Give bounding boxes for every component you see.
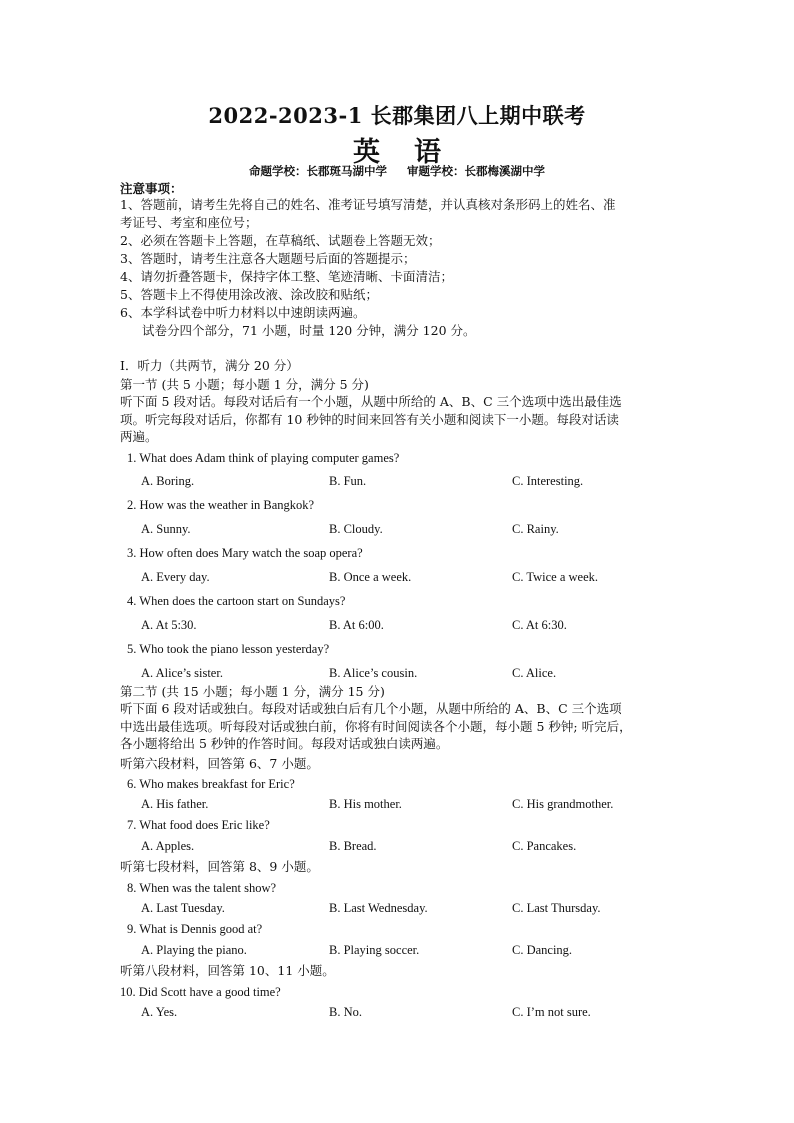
setter-school: 命题学校：长郡斑马湖中学 bbox=[248, 164, 387, 178]
option-b: B. Fun. bbox=[329, 474, 367, 488]
question-4: 4. When does the cartoon start on Sundays? bbox=[127, 594, 346, 608]
section2-desc: 中选出最佳选项。听每段对话或独白前，你将有时间阅读各个小题，每小题 5 秒钟; 听完后， bbox=[120, 719, 632, 734]
option-c: C. At 6:30. bbox=[512, 618, 567, 632]
option-a: A. Last Tuesday. bbox=[141, 901, 225, 915]
option-c: C. Dancing. bbox=[512, 943, 573, 957]
section2-desc: 听下面 6 段对话或独白。每段对话或独白后有几个小题，从题中所给的 A、B、C 三个选项 bbox=[120, 701, 622, 716]
notice-item: 试卷分四个部分，71 小题，时量 120 分钟，满分 120 分。 bbox=[142, 323, 476, 338]
option-b: B. At 6:00. bbox=[329, 618, 384, 632]
option-a: A. Yes. bbox=[141, 1005, 178, 1019]
option-a: A. Sunny. bbox=[141, 522, 191, 536]
material-heading: 听第六段材料，回答第 6、7 小题。 bbox=[120, 756, 319, 771]
option-c: C. Pancakes. bbox=[512, 839, 577, 853]
material-heading: 听第七段材料，回答第 8、9 小题。 bbox=[120, 859, 319, 874]
notice-item: 6、本学科试卷中听力材料以中速朗读两遍。 bbox=[120, 305, 366, 320]
question-6: 6. Who makes breakfast for Eric? bbox=[127, 777, 295, 791]
option-b: B. Alice’s cousin. bbox=[329, 666, 418, 680]
notice-item: 考证号、考室和座位号； bbox=[120, 215, 258, 230]
option-c: C. Last Thursday. bbox=[512, 901, 601, 915]
notice-item: 4、请勿折叠答题卡，保持字体工整、笔迹清晰、卡面清洁； bbox=[120, 269, 453, 284]
question-5: 5. Who took the piano lesson yesterday? bbox=[127, 642, 330, 656]
subject-title: 英语 bbox=[353, 137, 475, 168]
option-c: C. Twice a week. bbox=[512, 570, 599, 584]
option-c: C. I’m not sure. bbox=[512, 1005, 591, 1019]
exam-title: 2022-2023-1 长郡集团八上期中联考 bbox=[208, 103, 586, 128]
option-a: A. Playing the piano. bbox=[141, 943, 247, 957]
option-a: A. Boring. bbox=[141, 474, 195, 488]
option-b: B. Bread. bbox=[329, 839, 377, 853]
option-a: A. Every day. bbox=[141, 570, 210, 584]
section1-title: 第一节 (共 5 小题；每小题 1 分，满分 5 分) bbox=[120, 377, 369, 392]
option-b: B. Once a week. bbox=[329, 570, 412, 584]
option-c: C. Alice. bbox=[512, 666, 557, 680]
section2-title: 第二节 (共 15 小题；每小题 1 分，满分 15 分) bbox=[120, 684, 385, 699]
notice-item: 1、答题前，请考生先将自己的姓名、准考证号填写清楚，并认真核对条形码上的姓名、准 bbox=[120, 197, 616, 212]
option-b: B. His mother. bbox=[329, 797, 402, 811]
notice-heading: 注意事项： bbox=[120, 181, 183, 196]
question-8: 8. When was the talent show? bbox=[127, 881, 277, 895]
question-9: 9. What is Dennis good at? bbox=[127, 922, 263, 936]
reviewer-school: 审题学校：长郡梅溪湖中学 bbox=[407, 164, 545, 178]
option-c: C. Interesting. bbox=[512, 474, 584, 488]
section1-desc: 听下面 5 段对话。每段对话后有一个小题，从题中所给的 A、B、C 三个选项中选出最佳选 bbox=[120, 394, 622, 409]
question-1: 1. What does Adam think of playing computer games? bbox=[127, 451, 400, 465]
option-a: A. At 5:30. bbox=[141, 618, 197, 632]
option-c: C. His grandmother. bbox=[512, 797, 614, 811]
material-heading: 听第八段材料，回答第 10、11 小题。 bbox=[120, 963, 335, 978]
option-b: B. Cloudy. bbox=[329, 522, 383, 536]
option-a: A. Apples. bbox=[141, 839, 195, 853]
option-b: B. Last Wednesday. bbox=[329, 901, 428, 915]
option-b: B. No. bbox=[329, 1005, 362, 1019]
notice-item: 2、必须在答题卡上答题，在草稿纸、试题卷上答题无效； bbox=[120, 233, 441, 248]
question-2: 2. How was the weather in Bangkok? bbox=[127, 498, 315, 512]
school-info bbox=[0, 163, 794, 179]
option-c: C. Rainy. bbox=[512, 522, 559, 536]
section2-desc: 各小题将给出 5 秒钟的作答时间。每段对话或独白读两遍。 bbox=[120, 736, 449, 751]
option-a: A. His father. bbox=[141, 797, 209, 811]
option-a: A. Alice’s sister. bbox=[141, 666, 223, 680]
section1-desc: 两遍。 bbox=[120, 429, 158, 444]
question-3: 3. How often does Mary watch the soap opera? bbox=[127, 546, 363, 560]
option-b: B. Playing soccer. bbox=[329, 943, 420, 957]
question-10: 10. Did Scott have a good time? bbox=[120, 985, 281, 999]
part1-title: I．听力（共两节，满分 20 分） bbox=[120, 358, 299, 373]
notice-item: 5、答题卡上不得使用涂改液、涂改胶和贴纸； bbox=[120, 287, 378, 302]
notice-item: 3、答题时，请考生注意各大题题号后面的答题提示； bbox=[120, 251, 416, 266]
section1-desc: 项。听完每段对话后，你都有 10 秒钟的时间来回答有关小题和阅读下一小题。每段对话读 bbox=[120, 412, 619, 427]
question-7: 7. What food does Eric like? bbox=[127, 818, 270, 832]
